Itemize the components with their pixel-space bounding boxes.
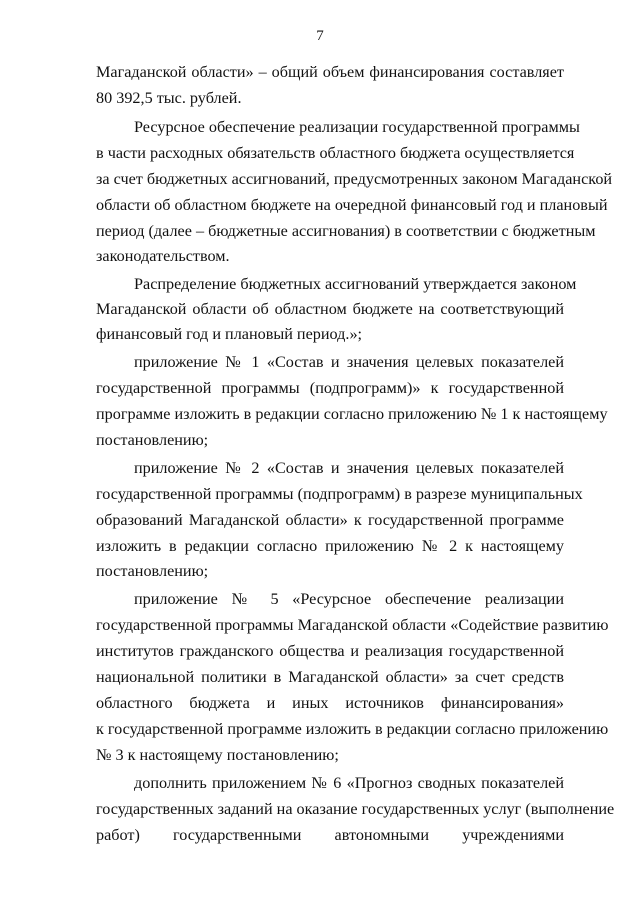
text-line: приложение № 2 «Состав и значения целевых показателей [134,459,564,477]
text-line: № 3 к настоящему постановлению; [96,746,339,764]
text-line: приложение № 5 «Ресурсное обеспечение реализации [134,590,564,608]
text-line: период (далее – бюджетные ассигнования) в соответствии с бюджетным [96,222,596,240]
text-line: национальной политики в Магаданской области» за счет средств [96,668,564,686]
text-line: Распределение бюджетных ассигнований утверждается законом [134,275,577,293]
text-line: за счет бюджетных ассигнований, предусмотренных законом Магаданской [96,170,613,188]
text-line: области об областном бюджете на очередной финансовый год и плановый [96,196,608,214]
text-line: программе изложить в редакции согласно приложению № 1 к настоящему [96,405,608,423]
text-line: в части расходных обязательств областного бюджета осуществляется [96,144,575,162]
text-line: государственной программы (подпрограмм)» к государственной [96,379,564,397]
text-line: к государственной программе изложить в редакции согласно приложению [96,720,609,738]
text-line: государственной программы (подпрограмм) в разрезе муниципальных [96,485,583,503]
text-line: законодательством. [96,247,230,265]
text-line: институтов гражданского общества и реализация государственной [96,642,564,660]
text-line: государственных заданий на оказание государственных услуг (выполнение [96,800,615,818]
text-line: Магаданской области об областном бюджете на соответствующий [96,300,564,318]
text-line: работ) государственными автономными учреждениями [96,826,564,844]
text-line: государственной программы Магаданской области «Содействие развитию [96,616,609,634]
text-line: приложение № 1 «Состав и значения целевых показателей [134,353,564,371]
text-line: Магаданской области» – общий объем финансирования составляет [96,63,564,81]
text-line: Ресурсное обеспечение реализации государственной программы [134,118,580,136]
text-line: образований Магаданской области» к государственной программе [96,511,564,529]
text-line: изложить в редакции согласно приложению № 2 к настоящему [96,537,564,555]
page-number: 7 [316,28,324,44]
text-line: финансовый год и плановый период.»; [96,325,363,343]
text-line: областного бюджета и иных источников финансирования» [96,694,564,712]
text-line: постановлению; [96,562,209,580]
text-line: дополнить приложением № 6 «Прогноз сводных показателей [134,774,564,792]
text-line: 80 392,5 тыс. рублей. [96,89,242,107]
text-line: постановлению; [96,431,209,449]
